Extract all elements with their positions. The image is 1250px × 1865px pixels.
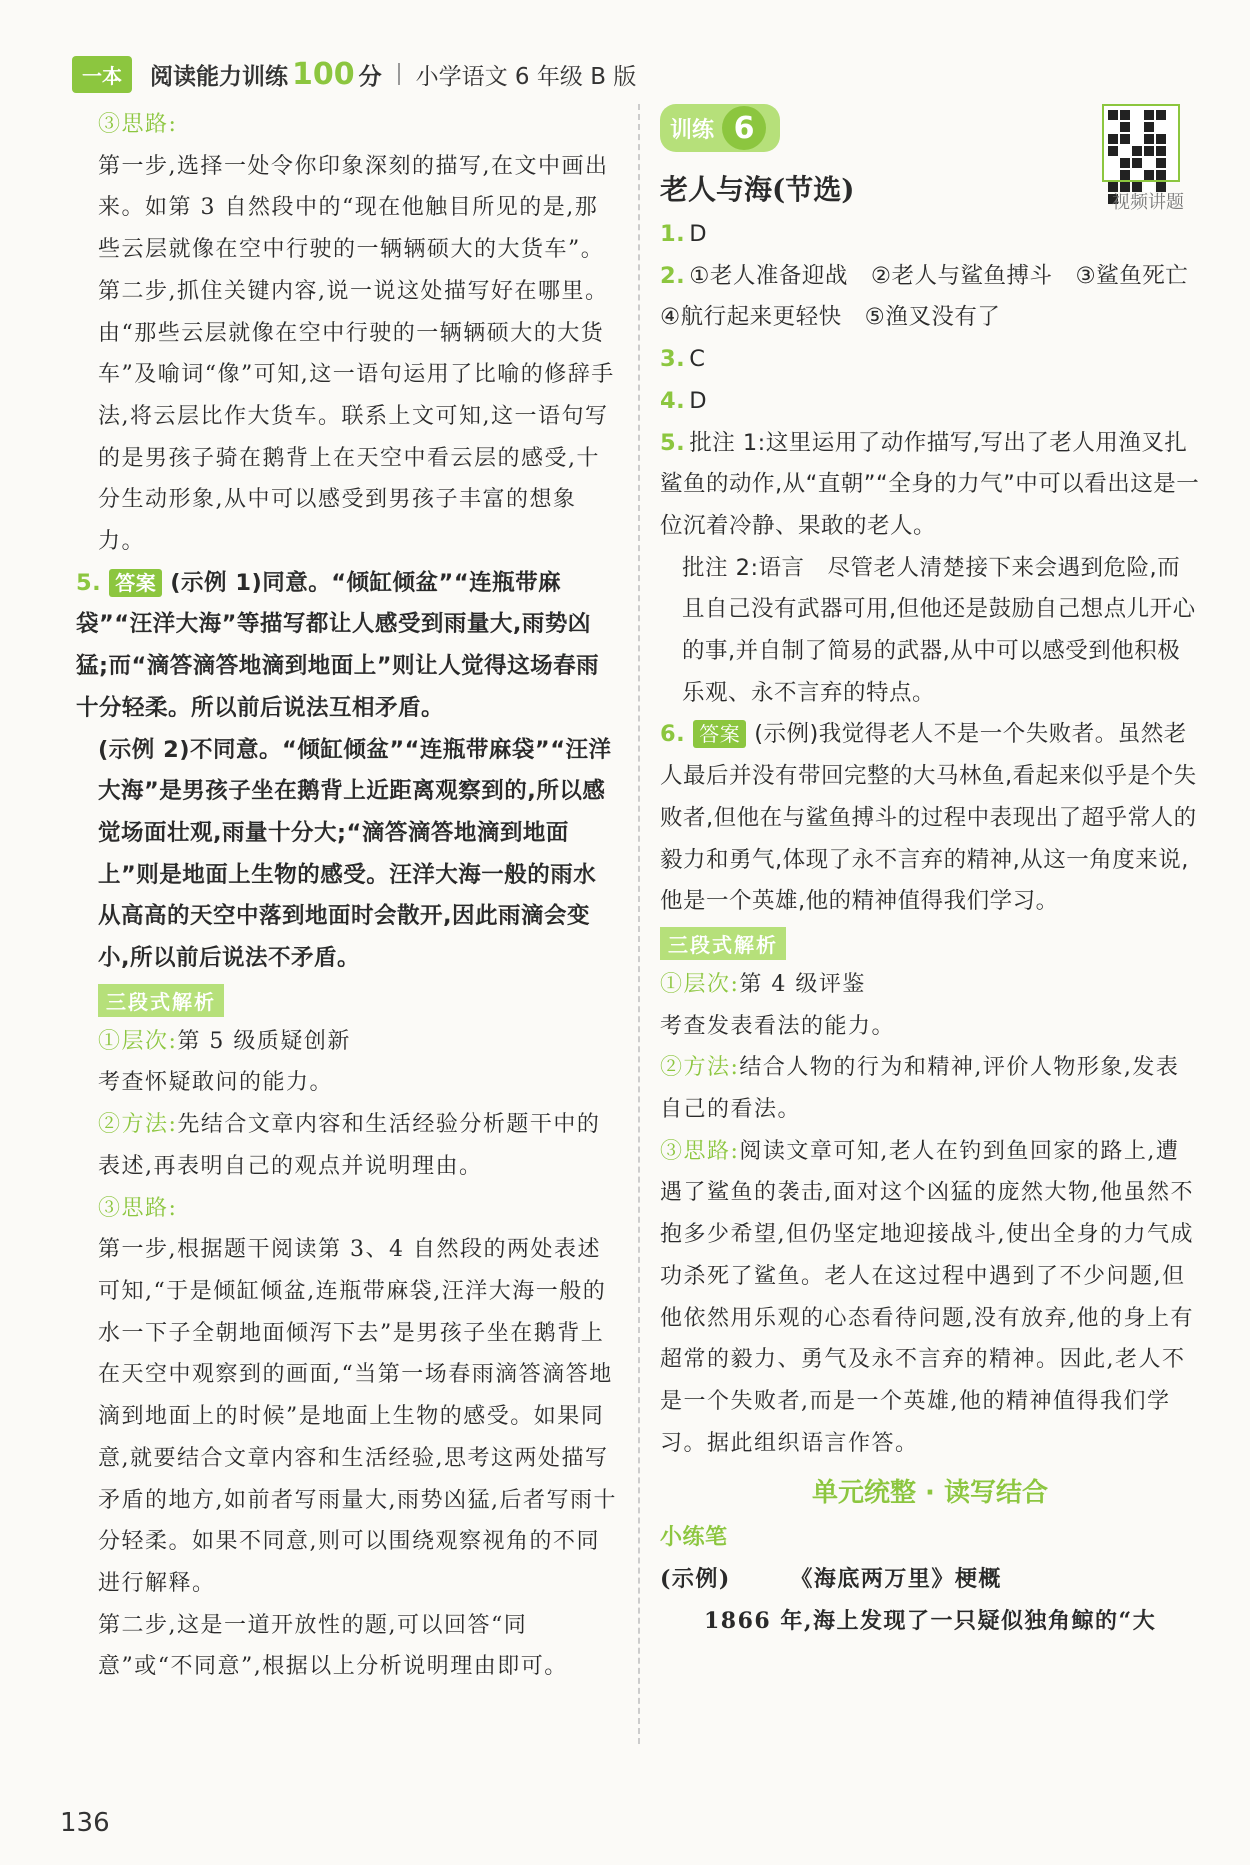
idea-tag-2: ③思路: — [98, 1195, 178, 1221]
r-method-line — [660, 1047, 1200, 1130]
method-tag: ②方法: — [98, 1112, 178, 1138]
r-level-tag: ①层次: — [660, 971, 740, 997]
example-text: 1866 年,海上发现了一只疑似独角鲸的“大 — [704, 1607, 1157, 1634]
level-tag: ①层次: — [98, 1028, 178, 1054]
training-label: 训练 — [670, 117, 715, 143]
column-divider — [638, 104, 641, 1744]
mini-writing-tag-line — [660, 1517, 1200, 1559]
level-line — [98, 1021, 618, 1063]
answer-badge-2: 答案 — [693, 720, 746, 748]
answer-2-text: ①老人准备迎战 ②老人与鲨鱼搏斗 ③鲨鱼死亡 ④航行起来更轻快 ⑤渔叉没有了 — [660, 262, 1212, 331]
answer-4 — [660, 381, 1200, 423]
training-number: 6 — [722, 106, 766, 150]
q6-answer — [660, 714, 1200, 923]
right-column — [660, 104, 1212, 1643]
example-label: (示例) — [660, 1566, 731, 1593]
qr-label: 视频讲题 — [1112, 192, 1184, 213]
r-method-tag: ②方法: — [660, 1055, 740, 1081]
analysis-tag-2: 三段式解析 — [660, 927, 786, 960]
answer-4-num: 4. — [660, 387, 686, 414]
answer-5 — [660, 423, 1200, 548]
note-2: 批注 2:语言 尽管老人清楚接下来会遇到危险,而且自己没有武器可用,但他还是鼓励自己想点儿开心的事,并自制了简易的武器,从中可以感受到他积极乐观、永不言弃的特点。 — [682, 554, 1196, 706]
unit-section-title: 单元统整 · 读写结合 — [812, 1478, 1048, 1509]
answer-1 — [660, 214, 1200, 256]
qr-code-icon[interactable] — [1102, 104, 1180, 182]
page-header — [72, 52, 636, 96]
answer-3 — [660, 339, 1200, 381]
answer-2 — [660, 256, 1212, 339]
r-level-text: 第 4 级评鉴 — [739, 971, 866, 997]
answer-5-num: 5. — [660, 429, 686, 456]
method-line — [98, 1104, 618, 1187]
answer-2-num: 2. — [660, 262, 686, 289]
answer-3-num: 3. — [660, 346, 686, 373]
logo: 一本 — [72, 56, 132, 93]
q5-answer-1 — [76, 563, 618, 730]
r-level-line — [660, 964, 1200, 1006]
r-idea-text: 阅读文章可知,老人在钓到鱼回家的路上,遭遇了鲨鱼的袭击,面对这个凶猛的庞然大物,他虽然不抱多少希望,但仍坚定地迎接战斗,使出全身的力气成功杀死了鲨鱼。老人在这过程中遇到了不少问题,但他依然用乐观的心态看待问题,没有放弃,他的身上有超常的毅力、勇气及永不言弃的精神。因此,老人不是一个失败者,而是一个英雄,他的精神值得我们学习。据此组织语言作答。 — [660, 1138, 1194, 1456]
r-method-text: 结合人物的行为和精神,评价人物形象,发表自己的看法。 — [660, 1055, 1180, 1123]
brand-prefix: 阅读能力训练 — [150, 63, 288, 90]
left-column — [76, 104, 618, 1688]
mini-writing-tag: 小练笔 — [660, 1525, 728, 1551]
r-level-desc: 考查发表看法的能力。 — [660, 1013, 896, 1039]
q5-number: 5. — [76, 569, 102, 596]
idea2-step-1: 第一步,根据题干阅读第 3、4 自然段的两处表述可知,“于是倾缸倾盆,连瓶带麻袋,汪洋大海一般的水一下子全朝地面倾泻下去”是男孩子坐在鹅背上在天空中观察到的画面,“当第一场春雨滴答滴答地滴到地面上的时候”是地面上生物的感受。如果同意,就要结合文章内容和生活经验,思考这两处描写矛盾的地方,如前者写雨量大,雨势凶猛,后者写雨十分轻柔。如果不同意,则可以围绕观察视角的不同进行解释。 — [98, 1237, 617, 1596]
answer-1-num: 1. — [660, 221, 686, 247]
method-text: 先结合文章内容和生活经验分析题干中的表述,再表明自己的观点并说明理由。 — [98, 1112, 601, 1179]
brand-title — [150, 57, 382, 92]
page-number: 136 — [60, 1808, 110, 1838]
answer-4-text: D — [689, 387, 708, 414]
answer-badge: 答案 — [109, 569, 162, 597]
answer-3-text: C — [689, 346, 706, 373]
level-desc: 考查怀疑敢问的能力。 — [98, 1070, 334, 1096]
answer-5-text: 批注 1:这里运用了动作描写,写出了老人用渔叉扎鲨鱼的动作,从“直朝”“全身的力气”中可以看出这是一位沉着冷静、果敢的老人。 — [660, 429, 1200, 539]
example-heading — [660, 1559, 1200, 1601]
example-title: 《海底两万里》梗概 — [801, 1566, 1002, 1593]
idea-tag: ③思路: — [98, 112, 178, 137]
level-text: 第 5 级质疑创新 — [177, 1028, 351, 1054]
brand-suffix: 分 — [358, 63, 382, 90]
idea-step-2: 第二步,抓住关键内容,说一说这处描写好在哪里。由“那些云层就像在空中行驶的一辆辆硕大的大货车”及喻词“像”可知,这一语句运用了比喻的修辞手法,将云层比作大货车。联系上文可知,这一语句写的是男孩子骑在鹅背上在天空中看云层的感受,十分生动形象,从中可以感受到男孩子丰富的想象力。 — [98, 278, 615, 555]
book-subtitle: 小学语文 6 年级 B 版 — [415, 63, 637, 90]
q5-answer-2: (示例 2)不同意。“倾缸倾盆”“连瓶带麻袋”“汪洋大海”是男孩子坐在鹅背上近距离观察到的,所以感觉场面壮观,雨量十分大;“滴答滴答地滴到地面上”则是地面上生物的感受。汪洋大海一般的雨水从高高的天空中落到地面时会散开,因此雨滴会变小,所以前后说法不矛盾。 — [98, 736, 612, 972]
r-idea-line — [660, 1131, 1200, 1465]
q6-number: 6. — [660, 721, 686, 748]
lesson-title: 老人与海(节选) — [660, 173, 855, 206]
idea2-step-2: 第二步,这是一道开放性的题,可以回答“同意”或“不同意”,根据以上分析说明理由即可。 — [98, 1612, 568, 1680]
r-idea-tag: ③思路: — [660, 1138, 740, 1164]
analysis-tag: 三段式解析 — [98, 984, 224, 1017]
brand-score: 100 — [292, 56, 355, 92]
header-separator — [398, 63, 400, 85]
q5-answer-1-text: (示例 1)同意。“倾缸倾盆”“连瓶带麻袋”“汪洋大海”等描写都让人感受到雨量大,雨势凶猛;而“滴答滴答地滴到地面上”则让人觉得这场春雨十分轻柔。所以前后说法互相矛盾。 — [76, 569, 600, 721]
idea-step-1: 第一步,选择一处令你印象深刻的描写,在文中画出来。如第 3 自然段中的“现在他触目所见的是,那些云层就像在空中行驶的一辆辆硕大的大货车”。 — [98, 153, 609, 263]
q6-answer-text: (示例)我觉得老人不是一个失败者。虽然老人最后并没有带回完整的大马林鱼,看起来似乎是个失败者,但他在与鲨鱼搏斗的过程中表现出了超乎常人的毅力和勇气,体现了永不言弃的精神,从这一角度来说,他是一个英雄,他的精神值得我们学习。 — [660, 721, 1197, 915]
answer-1-text: D — [689, 221, 708, 247]
training-badge — [660, 104, 780, 152]
